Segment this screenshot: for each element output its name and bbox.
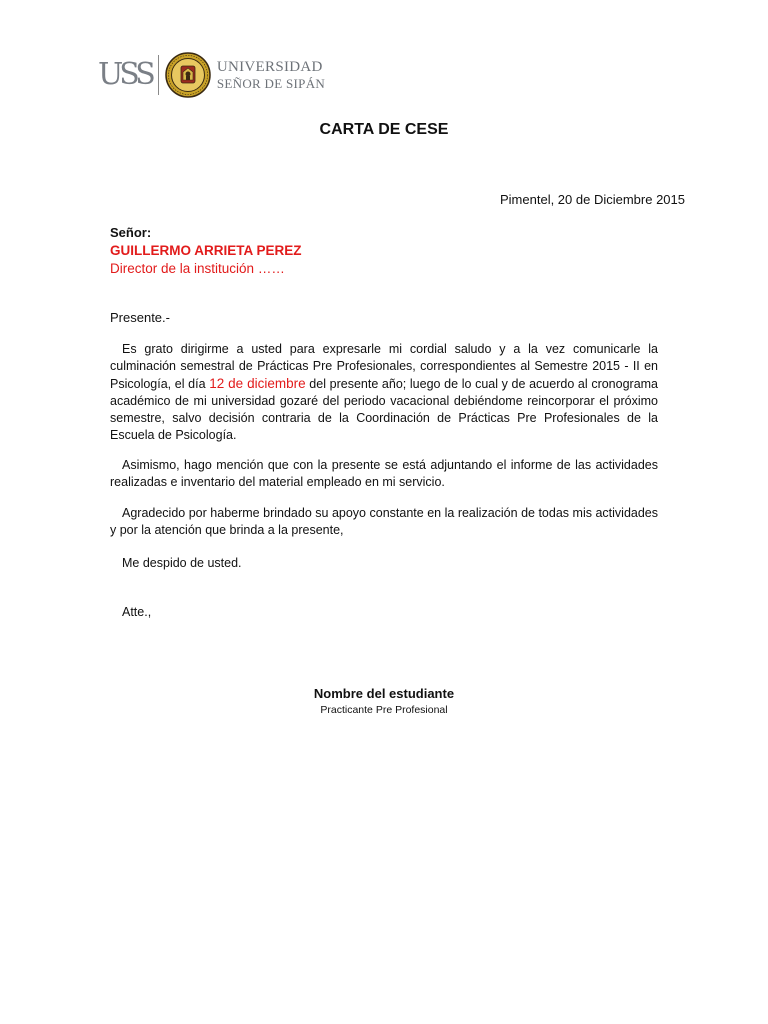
body-paragraph-2 — [110, 457, 658, 491]
university-name-line2: SEÑOR DE SIPÁN — [216, 76, 326, 91]
paragraph1-text-after: del presente año; luego de lo cual y de acuerdo al cronograma académico de mi universidad gozaré del periodo vacacional debiéndome reincorporar el próximo semestre, salvo decisión contraria de la Coordinación de Prácticas Pre Profesionales de la Escuela de Psicología. — [110, 377, 659, 442]
signature-name: Nombre del estudiante — [313, 686, 455, 701]
paragraph2-text: Asimismo, hago mención que con la presente se está adjuntando el informe de las actividades realizadas e inventario del material empleado en mi servicio. — [110, 458, 658, 489]
recipient-role: Director de la institución …… — [110, 261, 285, 276]
letter-date: Pimentel, 20 de Diciembre 2015 — [500, 192, 685, 207]
farewell-text: Me despido de usted. — [122, 556, 242, 570]
closing-line — [110, 604, 658, 621]
highlighted-date: 12 de diciembre — [209, 376, 306, 391]
signature-role: Practicante Pre Profesional — [320, 704, 448, 716]
letter-title: CARTA DE CESE — [319, 121, 449, 138]
paragraph1-text-before: Es grato dirigirme a usted para expresarle mi cordial saludo y a la vez comunicarle la culminación semestral de Prácticas Pre Profesionales, correspondientes al Semestre 2015 - II en Psicología, el día — [110, 342, 658, 391]
recipient-block — [110, 224, 302, 278]
uss-logo-mark: USS — [98, 57, 152, 92]
university-name — [217, 60, 325, 90]
letter-greeting: Presente.- — [110, 310, 170, 325]
paragraph3-text: Agradecido por haberme brindado su apoyo constante en la realización de todas mis actividades y por la atención que brinda a la presente, — [110, 506, 658, 537]
logo-divider — [158, 55, 159, 95]
body-paragraph-3 — [110, 505, 658, 539]
closing-text: Atte., — [122, 605, 152, 619]
recipient-salutation: Señor: — [110, 225, 152, 240]
farewell-line — [110, 555, 658, 572]
body-paragraph-1 — [110, 341, 658, 444]
university-logo — [98, 52, 325, 98]
recipient-name: GUILLERMO ARRIETA PEREZ — [110, 243, 302, 258]
university-name-line1: UNIVERSIDAD — [216, 59, 323, 75]
university-seal-icon — [165, 52, 211, 98]
